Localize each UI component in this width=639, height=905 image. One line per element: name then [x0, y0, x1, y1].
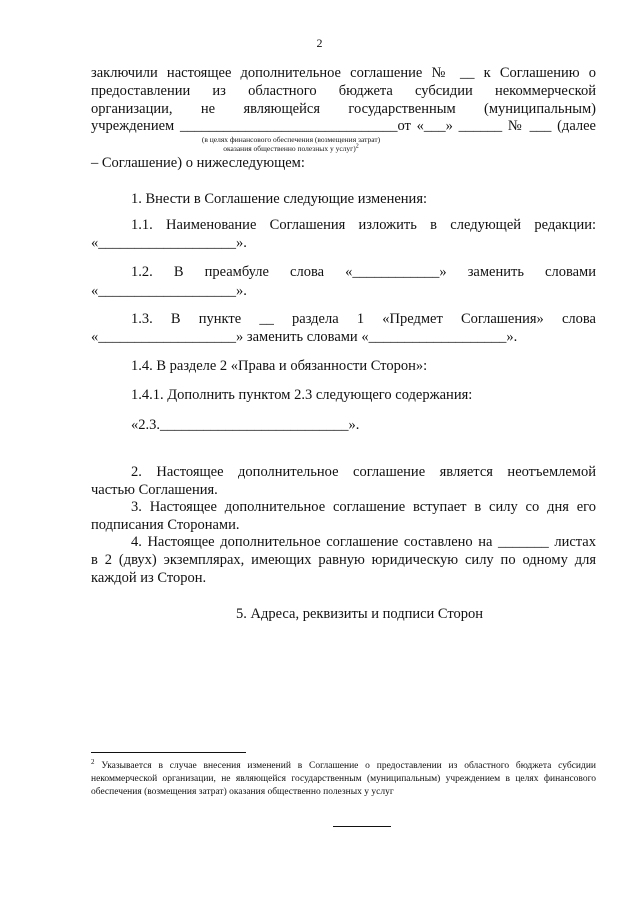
item-1-2-line-2: «___________________».	[91, 283, 247, 299]
item-1-4: 1.4. В разделе 2 «Права и обязанности Сторон»:	[131, 358, 428, 374]
item-1-1-line-2: «___________________».	[91, 235, 247, 251]
item-3-line-1: 3. Настоящее дополнительное соглашение вступает в силу со дня его	[131, 499, 596, 515]
preamble-line-1: заключили настоящее дополнительное соглашение № __ к Соглашению о	[91, 65, 596, 81]
preamble-line-5: – Соглашение) о нижеследующем:	[91, 155, 305, 171]
footnote-separator	[91, 752, 246, 753]
preamble-line-4: учреждением ______________________________от «___» ______ № ___ (далее	[91, 118, 596, 134]
item-2-line-1: 2. Настоящее дополнительное соглашение является неотъемлемой	[131, 464, 596, 480]
page-number: 2	[316, 36, 323, 50]
item-4-line-3: каждой из Сторон.	[91, 570, 207, 586]
item-1: 1. Внести в Соглашение следующие изменения:	[131, 191, 428, 207]
footnote-mark: 2	[91, 757, 95, 766]
item-2-line-2: частью Соглашения.	[91, 482, 218, 498]
item-1-2-line-1: 1.2. В преамбуле слова «____________» заменить словами	[131, 264, 596, 280]
preamble-subscript-1: (в целях финансового обеспечения (возмещения затрат)	[201, 135, 381, 144]
item-1-1-line-1: 1.1. Наименование Соглашения изложить в следующей редакции:	[131, 217, 596, 233]
item-4-line-1: 4. Настоящее дополнительное соглашение составлено на _______ листах	[131, 534, 596, 550]
item-2-3: «2.3.__________________________».	[131, 417, 360, 433]
item-1-3-line-2: «___________________» заменить словами «___________________».	[91, 329, 518, 345]
item-4-line-2: в 2 (двух) экземплярах, имеющих равную юридическую силу по одному для	[91, 552, 596, 568]
footnote-reference: 2	[355, 143, 359, 150]
item-3-line-2: подписания Сторонами.	[91, 517, 240, 533]
footnote	[91, 757, 596, 799]
preamble-subscript-2: оказания общественно полезных у услуг)$^2$	[223, 143, 359, 153]
closing-rule	[333, 826, 391, 827]
preamble-line-2: предоставлении из областного бюджета субсидии некоммерческой	[91, 83, 596, 99]
item-1-4-1: 1.4.1. Дополнить пунктом 2.3 следующего содержания:	[131, 387, 473, 403]
section-5-heading: 5. Адреса, реквизиты и подписи Сторон	[236, 606, 484, 622]
footnote-text: Указывается в случае внесения изменений в Соглашение о предоставлении из областного бюджета субсидии некоммерческой организации, не являющейся государственным (муниципальным) учреждением в целях финансового обеспечения (возмещения затрат) оказания общественно полезных у услуг	[91, 761, 596, 797]
item-1-3-line-1: 1.3. В пункте __ раздела 1 «Предмет Соглашения» слова	[131, 311, 596, 327]
preamble-line-3: организации, не являющейся государственным (муниципальным)	[91, 101, 596, 117]
